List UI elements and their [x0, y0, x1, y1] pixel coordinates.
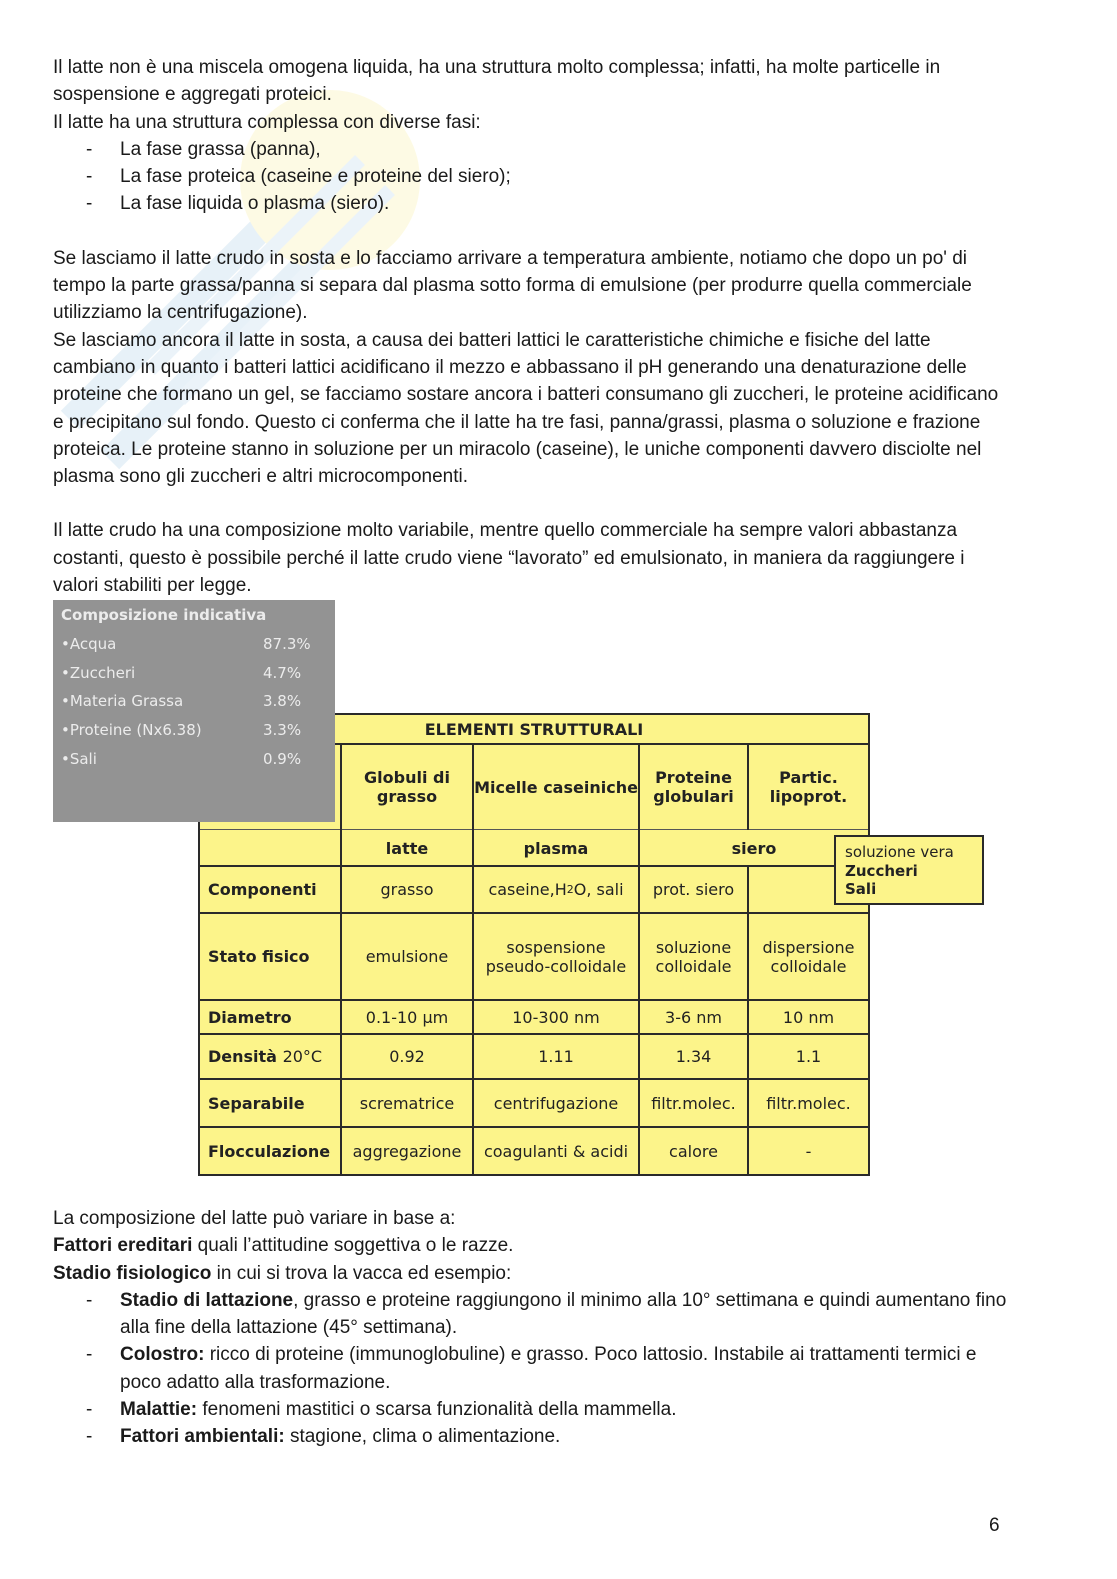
column-header: Globuli di grasso [364, 768, 450, 806]
solution-note-line: Zuccheri [845, 861, 918, 880]
table-cell: 1.11 [538, 1047, 574, 1066]
hereditary-line [53, 1232, 1013, 1259]
factor-text: ricco di proteine (immunoglobuline) e grasso. Poco lattosio. Instabile ai trattamenti termici e poco adatto alla trasformazione. [120, 1344, 977, 1393]
composition-label: •Sali [61, 750, 97, 768]
table-cell: 1.34 [675, 1047, 712, 1066]
composition-row [61, 664, 331, 686]
physiological-term: Stadio fisiologico [53, 1262, 212, 1284]
table-cell: 10-300 nm [512, 1007, 600, 1027]
factor-text: stagione, clima o alimentazione. [284, 1426, 561, 1448]
composition-value: 3.8% [263, 692, 302, 710]
composition-value: 3.3% [263, 721, 302, 739]
table-cell: grasso [380, 880, 434, 899]
row-label: Componenti [208, 880, 317, 899]
composition-value: 87.3% [263, 635, 311, 653]
table-cell: 0.92 [389, 1047, 425, 1066]
composition-row [61, 750, 331, 772]
page-number: 6 [989, 1515, 1000, 1536]
factor-text: fenomeni mastitici o scarsa funzionalità della mammella. [197, 1399, 677, 1421]
table-cell: soluzione colloidale [655, 937, 732, 976]
intro-section [53, 54, 1013, 599]
physiological-line [53, 1260, 1013, 1287]
column-header: Micelle caseiniche [474, 777, 638, 797]
phases-list [53, 136, 1013, 218]
table-cell: centrifugazione [493, 1093, 619, 1113]
list-item [53, 1287, 1013, 1342]
factor-term: Fattori ambientali: [120, 1426, 285, 1448]
phase-label: plasma [523, 838, 589, 858]
table-cell: aggregazione [352, 1141, 462, 1161]
factor-term: Colostro: [120, 1344, 205, 1366]
table-cell: 0.1-10 µm [365, 1007, 449, 1027]
caseine-text: caseine,H [488, 880, 567, 899]
factor-term: Malattie: [120, 1399, 198, 1421]
table-cell: - [805, 1141, 812, 1161]
composition-row [61, 692, 331, 714]
water-subscript: 2 [566, 883, 574, 896]
table-cell: 3-6 nm [665, 1007, 722, 1027]
caseine-tail: O, sali [573, 880, 624, 899]
composition-box [53, 600, 335, 822]
factor-term: Stadio di lattazione [120, 1289, 294, 1311]
composition-row [61, 635, 331, 657]
column-header: Partic. lipoprot. [769, 768, 848, 806]
composition-row [61, 721, 331, 743]
table-cell: scrematrice [359, 1093, 455, 1113]
hereditary-text: quali l’attitudine soggettiva o le razze. [192, 1235, 514, 1257]
row-label: Stato fisico [208, 947, 310, 966]
physiological-text: in cui si trova la vacca ed esempio: [211, 1262, 512, 1284]
factors-intro: La composizione del latte può variare in base a: [53, 1208, 456, 1229]
solution-note-line: Sali [845, 880, 877, 898]
density-label: Densità [208, 1047, 277, 1066]
table-cell: calore [669, 1141, 718, 1161]
list-item [53, 1423, 1013, 1450]
table-cell: dispersione colloidale [762, 937, 855, 976]
solution-note [834, 835, 984, 905]
table-cell: prot. siero [652, 880, 735, 899]
composition-value: 4.7% [263, 664, 302, 682]
factors-section [53, 1205, 1013, 1451]
factor-text: , grasso e proteine raggiungono il minimo alla 10° settimana e quindi aumentano fino alla fine della lattazione (45° settimana). [120, 1289, 1007, 1339]
density-temp: 20°C [282, 1047, 323, 1066]
row-label [200, 1035, 340, 1078]
composition-label: •Acqua [61, 635, 117, 653]
intro-paragraph: Il latte non è una miscela omogena liquida, ha una struttura molto complessa; infatti, ha molte particelle in sospensione e aggregati proteici. [53, 57, 941, 106]
table-cell: 10 nm [782, 1007, 835, 1027]
phase-label: latte [385, 838, 429, 858]
table-cell: filtr.molec. [766, 1093, 851, 1113]
list-item: - La fase proteica (caseine e proteine del siero); [53, 163, 1013, 190]
table-cell: coagulanti & acidi [483, 1141, 629, 1161]
table-title: ELEMENTI STRUTTURALI [424, 719, 644, 739]
composition-label: •Proteine (Nx6.38) [61, 721, 202, 739]
separation-paragraph: Se lasciamo il latte crudo in sosta e lo facciamo arrivare a temperatura ambiente, notiamo che dopo un po' di tempo la parte grassa/panna si separa dal plasma sotto forma di emulsione (per produrre quella commerciale utilizziamo la centrifugazione). [53, 247, 972, 324]
solution-note-line: soluzione vera [845, 843, 954, 861]
composition-paragraph: Il latte crudo ha una composizione molto variabile, mentre quello commerciale ha sempre valori abbastanza costanti, questo è possibile perché il latte crudo viene “lavorato” ed emulsionato, in maniera da raggiungere i valori stabiliti per legge. [53, 520, 965, 597]
phases-intro: Il latte ha una struttura complessa con diverse fasi: [53, 111, 481, 133]
row-label: Separabile [208, 1093, 305, 1113]
table-cell: filtr.molec. [651, 1093, 736, 1113]
list-item: - La fase liquida o plasma (siero). [53, 190, 1013, 217]
hereditary-term: Fattori ereditari [53, 1235, 193, 1257]
composition-title: Composizione indicativa [61, 606, 267, 624]
table-cell: 1.1 [795, 1047, 822, 1066]
row-label: Diametro [208, 1007, 292, 1027]
composition-value: 0.9% [263, 750, 302, 768]
composition-label: •Materia Grassa [61, 692, 184, 710]
phase-label: siero [731, 838, 777, 858]
table-cell: emulsione [365, 947, 449, 966]
column-header: Proteine globulari [653, 768, 734, 806]
composition-label: •Zuccheri [61, 664, 136, 682]
table-cell: sospensione pseudo-colloidale [485, 937, 627, 976]
list-item [53, 1396, 1013, 1423]
row-label: Flocculazione [208, 1141, 331, 1161]
table-cell [474, 867, 638, 912]
list-item [53, 1341, 1013, 1396]
bacteria-paragraph: Se lasciamo ancora il latte in sosta, a causa dei batteri lattici le caratteristiche chimiche e fisiche del latte cambiano in quanto i batteri lattici acidificano il mezzo e abbassano il pH generando una denaturazione delle proteine che formano un gel, se facciamo sostare ancora i batteri consumano gli zuccheri, le proteine acidificano e precipitano sul fondo. Questo ci conferma che il latte ha tre fasi, panna/grassi, plasma o soluzione e frazione proteica. Le proteine stanno in soluzione per un miracolo (caseine), le uniche componenti davvero disciolte nel plasma sono gli zuccheri e altri microcomponenti. [53, 329, 999, 488]
list-item: - La fase grassa (panna), [53, 136, 1013, 163]
factors-list [53, 1287, 1013, 1451]
